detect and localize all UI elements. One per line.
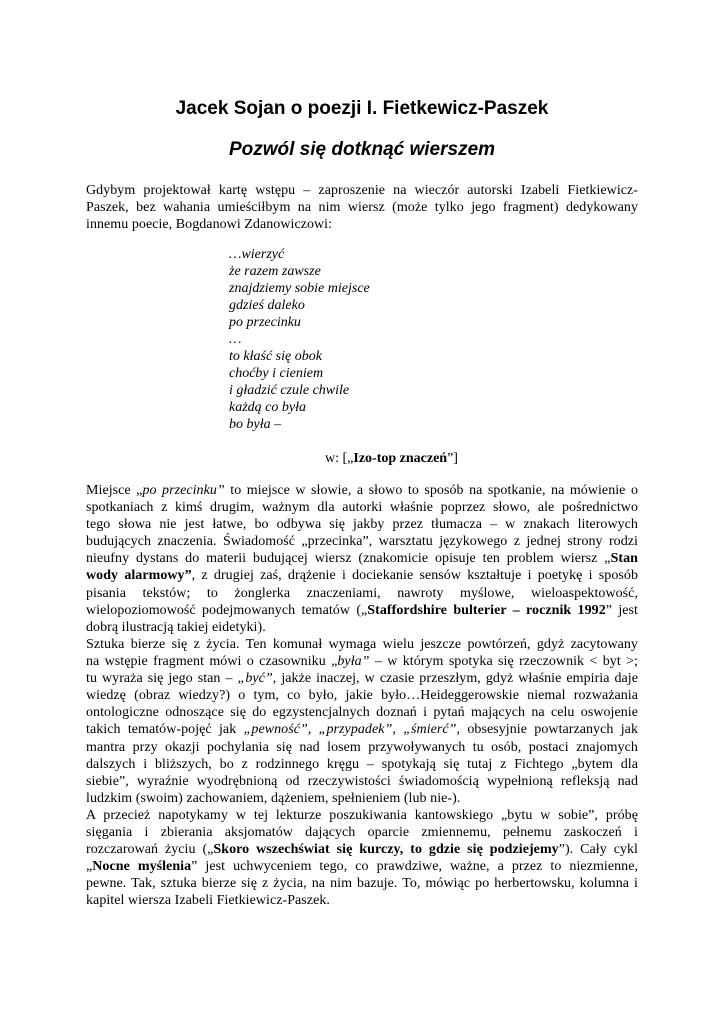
paragraph-line: Sztuka bierze się z życia. Ten komunał wymaga wielu jeszcze powtórzeń, gdyż zacytowany <box>86 637 638 652</box>
paragraph-line: tego słowa nie jest łatwe, bo odbywa się jakby przez tłumacza – w znakach literowych <box>86 517 638 533</box>
text-run: nieufny dystans do materii budującej wiersz (znakomicie opisuje ten problem wiersz „ <box>86 551 611 567</box>
text-run: ” jest <box>605 602 638 618</box>
text-run: obsesyjnie powtarzanych jak <box>460 722 639 738</box>
text-run: to miejsce w słowie, a słowo to sposób na spotkanie, na mówienie o <box>224 483 639 498</box>
paragraph-line <box>86 670 638 687</box>
poem-line: znajdziemy sobie miejsce <box>229 281 370 297</box>
page-subtitle: Pozwól się dotknąć wierszem <box>228 139 496 160</box>
bold-run: Skoro wszechświat się kurczy, to gdzie się podziejemy <box>213 842 559 858</box>
italic-run: „być” <box>237 671 273 687</box>
intro-line: innemu poecie, Bogdanowi Zdanowiczowi: <box>86 217 333 233</box>
poem-source <box>325 450 458 467</box>
poem-line: … <box>229 332 242 348</box>
poem-line: i gładzić czule chwile <box>229 383 350 399</box>
body-paragraph-3 <box>86 807 638 910</box>
paragraph-line: ontologiczne odnoszące się do egzystencjalnych doznań i pytań mających na celu oswojenie <box>86 705 638 721</box>
text-run: wielopoziomowość podejmowanych tematów („ <box>86 602 368 618</box>
text-run: takich tematów-pojęć jak <box>86 722 244 738</box>
paragraph-line <box>86 653 638 670</box>
text-run: „ <box>86 859 93 875</box>
paragraph-line <box>86 858 638 875</box>
paragraph-line: siebie”, wyraźnie wyodrębnioną od rzeczywistości świadomością wypełnioną refleksją nad <box>86 773 638 789</box>
poem-line: każdą co była <box>229 400 306 416</box>
paragraph-line: budujących znaczenia. Świadomość „przecinka”, warsztatu językowego z jednej strony rodzi <box>86 534 638 550</box>
italic-run: „pewność”, „przypadek”, „śmierć”, <box>243 722 461 738</box>
italic-run: była” <box>337 654 370 670</box>
paragraph-line <box>86 721 638 738</box>
paragraph-line: sięgania i zbierania aksjomatów dających oparcie zmiennemu, pełnemu zaskoczeń i <box>86 825 638 841</box>
text-run: ” jest uchwyceniem tego, co prawdziwe, ważne, a przez to niezmienne, <box>191 859 639 875</box>
poem-line: choćby i cieniem <box>229 366 324 382</box>
paragraph-line: mantra przy okazji pochylania się nad losem przywoływanych tu osób, postaci znajomych <box>86 739 638 755</box>
italic-run: po przecinku” <box>142 483 225 498</box>
poem-quote <box>229 246 370 434</box>
paragraph-line <box>86 550 638 567</box>
paragraph-line <box>86 841 638 858</box>
paragraph-line: pisania tekstów; to żonglerka znaczeniami, nawroty myślowe, wieloaspektowość, <box>86 585 638 601</box>
text-run: – w którym spotyka się rzeczownik < byt >; <box>369 654 638 670</box>
source-prefix: w: [„ <box>325 451 354 466</box>
paragraph-line: kapitel wiersza Izabeli Fietkiewicz-Paszek. <box>86 893 330 909</box>
bold-run: Staffordshire bulterier – rocznik 1992 <box>367 602 606 618</box>
paragraph-line <box>86 482 638 499</box>
source-title: Izo-top znaczeń <box>353 451 448 466</box>
intro-line: Paszek, bez wahania umieściłbym na nim wiersz (może tylko jego fragment) dedykowany <box>86 200 638 216</box>
text-run: ”). Cały cykl <box>558 842 638 858</box>
paragraph-line: dalszych i bliższych, bo z rodzinnego kręgu – spotykają się tutaj z Fichtego „bytem dla <box>86 756 638 772</box>
poem-line: że razem zawsze <box>229 264 321 280</box>
text-run: Miejsce „ <box>86 483 143 498</box>
paragraph-line: ludzkim (swoim) zachowaniem, dążeniem, spełnieniem (lub nie-). <box>86 790 461 806</box>
bold-run: Nocne myślenia <box>92 859 192 875</box>
poem-line: …wierzyć <box>229 247 285 262</box>
text-run: , jakże inaczej, w czasie przeszłym, gdyż właśnie empiria daje <box>272 671 639 687</box>
bold-run: Stan <box>610 551 638 567</box>
bold-run: wody alarmowy” <box>86 568 192 584</box>
poem-line: po przecinku <box>229 315 301 331</box>
paragraph-line <box>86 602 638 619</box>
page-title: Jacek Sojan o poezji I. Fietkewicz-Paszek <box>175 98 549 119</box>
text-run: rozczarowań życiu („ <box>86 842 214 858</box>
body-paragraph-1 <box>86 482 638 636</box>
poem-line: bo była – <box>229 417 282 433</box>
paragraph-line: pewne. Tak, sztuka bierze się z życia, na nim bazuje. To, mówiąc po herbertowsku, kolumna i <box>86 876 638 892</box>
paragraph-line: wiedzę (obraz wiedzy?) o tym, co było, jakie było…Heideggerowskie niemal rozważania <box>86 688 638 704</box>
intro-paragraph <box>86 182 638 233</box>
source-suffix: ”] <box>447 451 458 466</box>
intro-line: Gdybym projektował kartę wstępu – zaproszenie na wieczór autorski Izabeli Fietkiewicz- <box>86 183 638 198</box>
paragraph-line: dobrą ilustracją takiej eidetyki). <box>86 619 266 635</box>
paragraph-line: A przecież napotykamy w tej lekturze poszukiwania kantowskiego „bytu w sobie”, próbę <box>86 808 638 823</box>
text-run: , z drugiej zaś, drążenie i dociekanie sensów kształtuje i poetykę i sposób <box>191 568 638 584</box>
poem-line: gdzieś daleko <box>229 298 305 314</box>
paragraph-line <box>86 567 638 584</box>
text-run: tu wyraża się jego stan – <box>86 671 238 687</box>
text-run: na wstępie fragment mówi o czasowniku „ <box>86 654 338 670</box>
body-paragraph-2 <box>86 636 638 807</box>
paragraph-line: spotkaniach z kimś drugim, ważnym dla autorki właśnie poprzez słowo, ale pośrednictwo <box>86 500 638 516</box>
poem-line: to kłaść się obok <box>229 349 322 365</box>
